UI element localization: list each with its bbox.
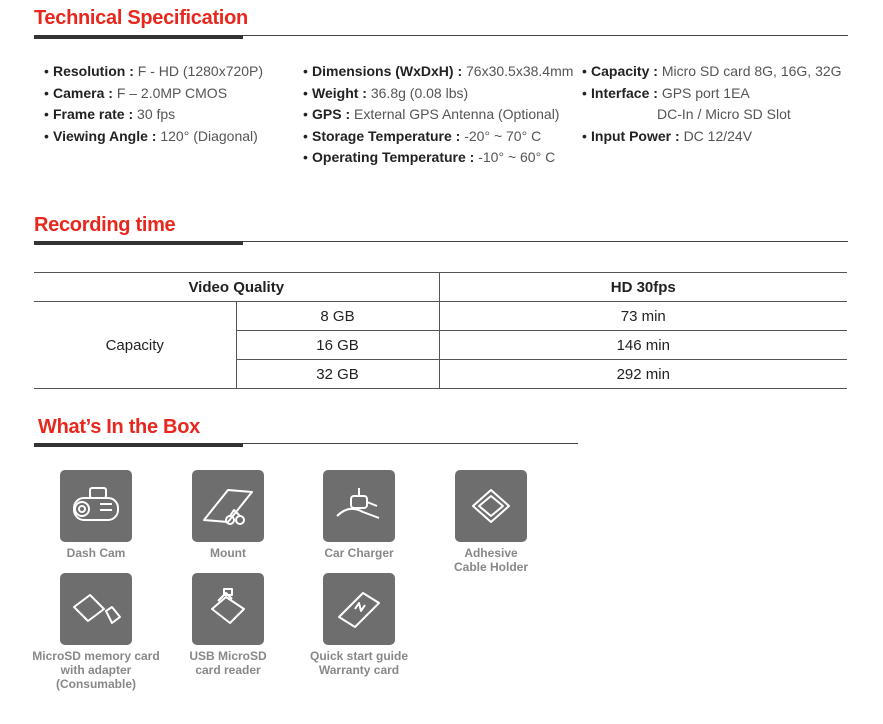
- box-item-microsd-memory-card: [26, 573, 166, 691]
- header-video-quality: Video Quality: [34, 273, 439, 302]
- section-title-recording-time: Recording time: [34, 214, 176, 236]
- table-header-row: [34, 273, 847, 302]
- section-title-whats-in-the-box: What’s In the Box: [38, 416, 200, 438]
- recording-time-table: [34, 272, 847, 389]
- header-hd-30fps: HD 30fps: [439, 273, 847, 302]
- row-label-capacity: Capacity: [34, 302, 236, 389]
- box-item-label: Quick start guide Warranty card: [309, 649, 409, 677]
- quick-guide-icon: [323, 573, 395, 645]
- spec-item: • Capacity : Micro SD card 8G, 16G, 32G: [582, 63, 842, 79]
- box-item-usb-microsd-card-reader: [158, 573, 298, 677]
- spec-list-column-1: [44, 61, 263, 147]
- table-row: [34, 302, 847, 331]
- dash-cam-icon: [60, 470, 132, 542]
- box-item-label: USB MicroSD card reader: [189, 649, 267, 677]
- spec-item: • Resolution : F - HD (1280x720P): [44, 63, 264, 79]
- spec-list-column-2: [303, 61, 573, 169]
- microsd-card-icon: [60, 573, 132, 645]
- spec-item: • Operating Temperature : -10° ~ 60° C: [303, 149, 556, 166]
- box-item-dash-cam: [26, 470, 166, 560]
- box-item-label: Dash Cam: [66, 546, 126, 560]
- box-item-label: Adhesive Cable Holder: [453, 546, 528, 574]
- spec-item: • Weight : 36.8g (0.08 lbs): [303, 84, 469, 101]
- spec-item: • GPS : External GPS Antenna (Optional): [303, 106, 560, 123]
- spec-list-column-3: [582, 61, 842, 147]
- cable-holder-icon: [455, 470, 527, 542]
- capacity-cell: 32 GB: [236, 360, 439, 389]
- usb-card-reader-icon: [192, 573, 264, 645]
- recording-time-cell: 146 min: [439, 331, 847, 360]
- capacity-cell: 8 GB: [236, 302, 439, 331]
- section-title-technical-specification: Technical Specification: [34, 7, 248, 29]
- spec-item: • Frame rate : 30 fps: [44, 106, 176, 123]
- box-item-label: Mount: [210, 546, 246, 560]
- car-charger-icon: [323, 470, 395, 542]
- spec-item: • Input Power : DC 12/24V: [582, 127, 753, 144]
- spec-item: • Interface : GPS port 1EA: [582, 84, 750, 101]
- recording-time-cell: 292 min: [439, 360, 847, 389]
- box-item-mount: [158, 470, 298, 560]
- spec-item: • Dimensions (WxDxH) : 76x30.5x38.4mm: [303, 63, 574, 79]
- box-item-quick-start-guide: [289, 573, 429, 677]
- spec-item: • Storage Temperature : -20° ~ 70° C: [303, 127, 542, 144]
- mount-icon: [192, 470, 264, 542]
- box-item-label: MicroSD memory card with adapter (Consumable): [32, 649, 160, 691]
- recording-time-cell: 73 min: [439, 302, 847, 331]
- box-item-adhesive-cable-holder: [421, 470, 561, 574]
- spec-item-continuation: DC-In / Micro SD Slot: [657, 106, 791, 123]
- box-item-car-charger: [289, 470, 429, 560]
- box-item-label: Car Charger: [324, 546, 394, 560]
- capacity-cell: 16 GB: [236, 331, 439, 360]
- spec-item: • Viewing Angle : 120° (Diagonal): [44, 127, 258, 144]
- spec-item: • Camera : F – 2.0MP CMOS: [44, 84, 228, 101]
